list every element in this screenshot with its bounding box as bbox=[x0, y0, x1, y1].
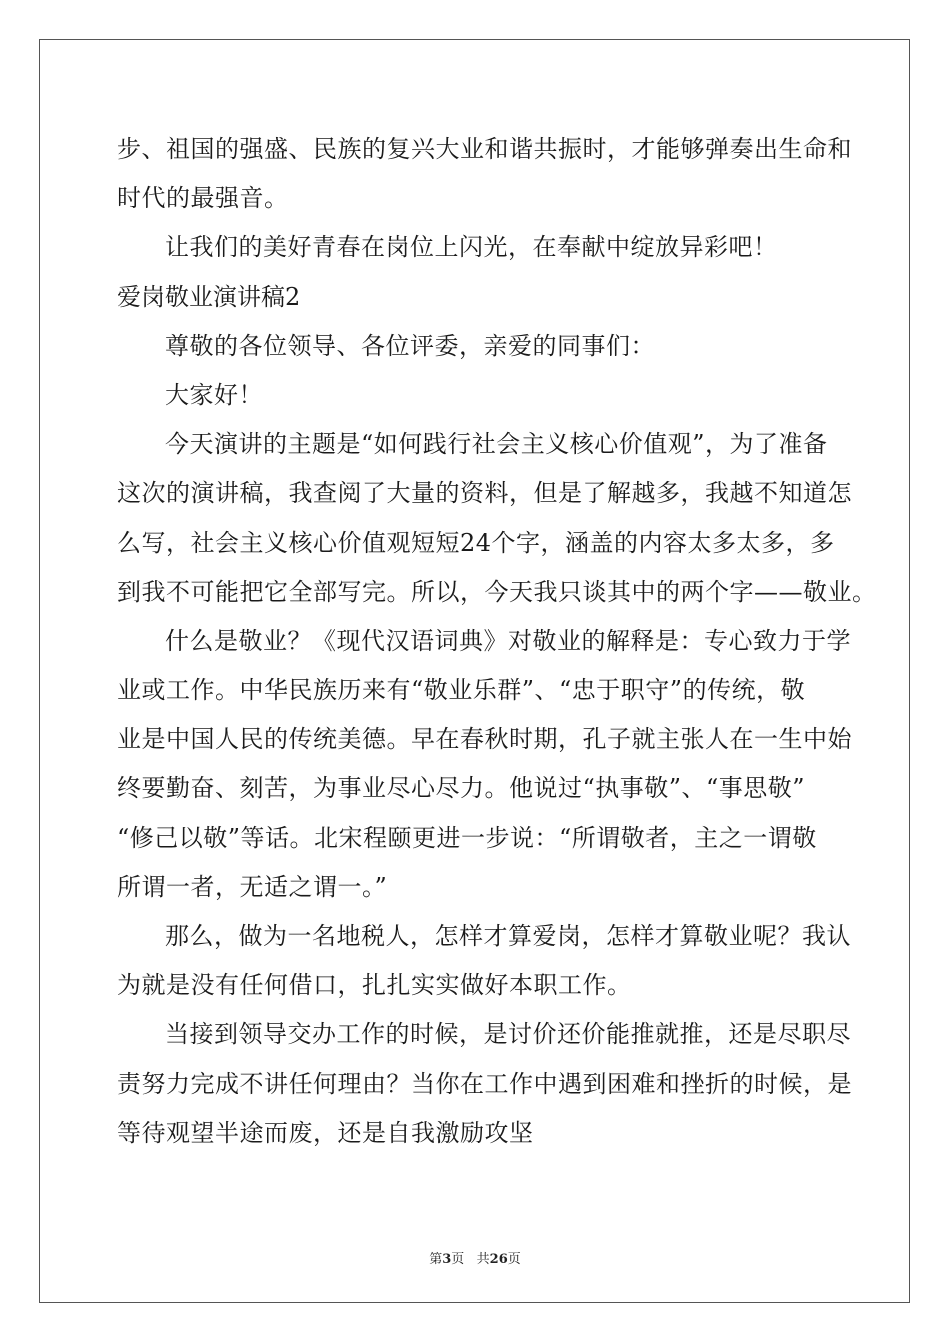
text-line: 时代的最强音。 bbox=[117, 184, 289, 213]
text-line: 今天演讲的主题是“如何践行社会主义核心价值观”，为了准备 bbox=[165, 430, 828, 459]
text-line: 等待观望半途而废，还是自我激励攻坚 bbox=[117, 1118, 534, 1147]
text-line: 到我不可能把它全部写完。所以，今天我只谈其中的两个字——敬业。 bbox=[117, 577, 877, 606]
footer-suffix: 页 bbox=[507, 1252, 521, 1267]
text-line: 所谓一者，无适之谓一。” bbox=[117, 872, 388, 901]
text-line: 步、祖国的强盛、民族的复兴大业和谐共振时，才能够弹奏出生命和 bbox=[117, 135, 852, 163]
text-line: 那么，做为一名地税人，怎样才算爱岗，怎样才算敬业呢？我认 bbox=[165, 922, 851, 950]
page-footer bbox=[0, 1248, 950, 1267]
text-line: 当接到领导交办工作的时候，是讨价还价能推就推，还是尽职尽 bbox=[165, 1020, 851, 1049]
text-line: “修己以敬”等话。北宋程颐更进一步说：“所谓敬者，主之一谓敬 bbox=[117, 823, 817, 852]
text-line: 业或工作。中华民族历来有“敬业乐群”、“忠于职守”的传统，敬 bbox=[117, 676, 806, 705]
text-line: 业是中国人民的传统美德。早在春秋时期，孔子就主张人在一生中始 bbox=[117, 725, 852, 754]
text-line: 终要勤奋、刻苦，为事业尽心尽力。他说过“执事敬”、“事思敬” bbox=[117, 774, 806, 803]
text-line: 让我们的美好青春在岗位上闪光，在奉献中绽放异彩吧！ bbox=[165, 233, 778, 262]
text-line: 这次的演讲稿，我查阅了大量的资料，但是了解越多，我越不知道怎 bbox=[117, 479, 852, 508]
text-line: 大家好！ bbox=[165, 380, 263, 409]
text-line: 尊敬的各位领导、各位评委，亲爱的同事们： bbox=[165, 331, 655, 360]
text-line: 责努力完成不讲任何理由？当你在工作中遇到困难和挫折的时候，是 bbox=[117, 1069, 852, 1098]
current-page-number: 3 bbox=[442, 1252, 452, 1267]
text-line: 么写，社会主义核心价值观短短24个字，涵盖的内容太多太多，多 bbox=[117, 528, 835, 557]
footer-prefix: 第 bbox=[429, 1252, 443, 1267]
document-body bbox=[117, 125, 877, 1158]
total-page-number: 26 bbox=[489, 1252, 508, 1267]
text-line: 为就是没有任何借口，扎扎实实做好本职工作。 bbox=[117, 971, 632, 1000]
footer-middle: 页 共 bbox=[451, 1252, 490, 1267]
section-heading: 爱岗敬业演讲稿2 bbox=[117, 282, 301, 311]
text-line: 什么是敬业？《现代汉语词典》对敬业的解释是：专心致力于学 bbox=[165, 626, 851, 655]
